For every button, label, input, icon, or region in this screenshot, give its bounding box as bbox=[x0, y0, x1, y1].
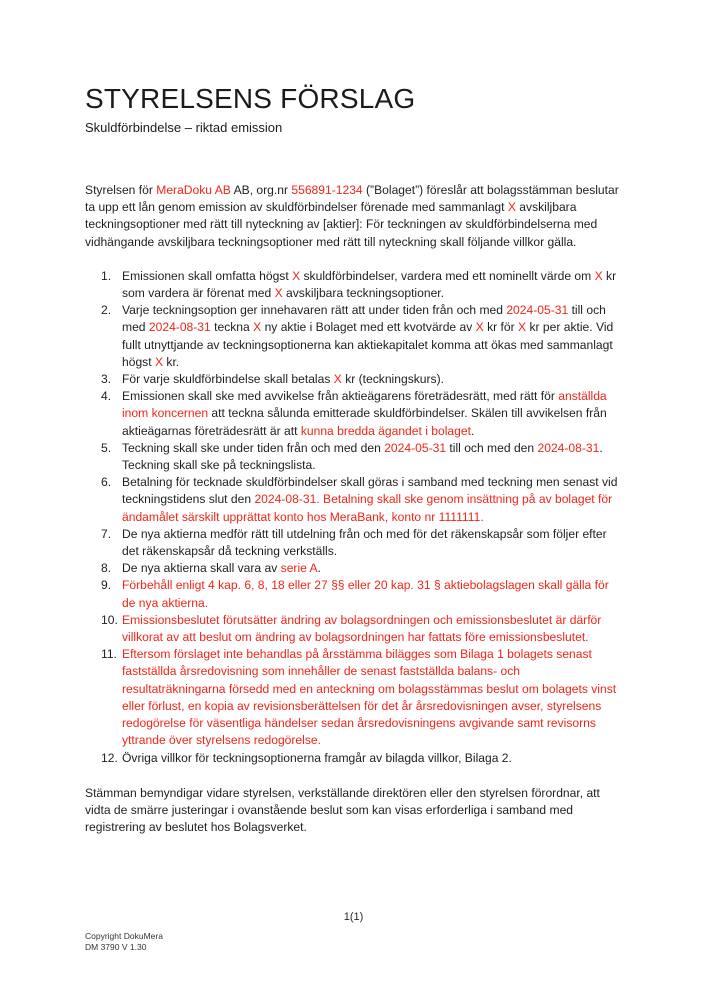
text-run: teckna bbox=[210, 320, 254, 335]
text-run: . bbox=[470, 423, 475, 438]
field-value-red: 556891-1234 bbox=[291, 183, 363, 197]
terms-list-item bbox=[85, 612, 623, 646]
document-content bbox=[85, 83, 623, 848]
field-value-red: serie A bbox=[280, 561, 318, 576]
list-item-text bbox=[122, 750, 623, 767]
field-value-red: X bbox=[333, 372, 342, 387]
terms-list-item bbox=[85, 577, 623, 611]
list-item-number: 3. bbox=[101, 372, 112, 387]
list-item-number: 12. bbox=[101, 750, 118, 765]
terms-list-item bbox=[85, 750, 623, 767]
list-item-number: 11. bbox=[101, 647, 117, 662]
list-item-text bbox=[122, 560, 623, 577]
list-item-number: 7. bbox=[101, 526, 112, 541]
terms-list-item bbox=[85, 302, 623, 371]
list-item-text bbox=[122, 388, 623, 440]
terms-list-item bbox=[85, 388, 623, 440]
text-run: De nya aktierna medför rätt till utdelning från och med för det räkenskapsår som följer efter det räkenskapsår då teckning verkställs. bbox=[122, 526, 607, 559]
field-value-red: Eftersom förslaget inte behandlas på årsstämma bilägges som Bilaga 1 bolagets senast fastställda årsredovisning som innehåller de senast fastställda balans- och resultaträkningarna försedd med en anteckning om bolagsstämmas beslut om bolagets vinst eller förlust, en kopia av revisionsberättelsen för det år årsredovisningen avser, styrelsens redogörelse för väsentliga händelser sedan årsredovisningens avgivande samt revisorns yttrande över styrelsens redogörelse. bbox=[122, 647, 617, 748]
field-value-red: X bbox=[154, 354, 164, 369]
text-run: AB, org.nr bbox=[230, 183, 292, 197]
field-value-red: anställda inom koncernen bbox=[122, 389, 607, 421]
terms-list bbox=[85, 268, 623, 767]
text-run: Emissionen skall omfatta högst bbox=[122, 268, 293, 283]
text-run: Varje teckningsoption ger innehavaren rätt att under tiden från och med bbox=[122, 303, 507, 318]
text-run: (”Bolaget”) föreslår att bolagsstämman beslutar ta upp ett lån genom emission av skuldförbindelser förenade med sammanlagt bbox=[85, 183, 619, 215]
footer-copyright-block bbox=[85, 931, 163, 953]
document-title: STYRELSENS FÖRSLAG bbox=[85, 83, 416, 114]
field-value-red: X bbox=[507, 200, 516, 215]
text-run: Teckning skall ske under tiden från och med den bbox=[122, 440, 385, 455]
list-item-number: 1. bbox=[101, 268, 112, 283]
list-item-text bbox=[122, 302, 623, 371]
list-item-number: 2. bbox=[101, 303, 112, 318]
intro-paragraph bbox=[85, 182, 623, 251]
text-run: ny aktie i Bolaget med ett kvotvärde av bbox=[261, 320, 476, 335]
copyright-line: Copyright DokuMera bbox=[85, 931, 163, 941]
field-value-red: X bbox=[292, 268, 301, 283]
list-item-number: 8. bbox=[101, 561, 112, 576]
list-item-text bbox=[122, 371, 623, 388]
field-value-red: 2024-05-31 bbox=[384, 440, 447, 455]
terms-list-item bbox=[85, 440, 623, 474]
terms-list-item bbox=[85, 268, 623, 302]
text-run: Övriga villkor för teckningsoptionerna framgår av bilagda villkor, Bilaga 2. bbox=[122, 750, 512, 765]
text-run: kr (teckningskurs). bbox=[341, 372, 444, 387]
list-item-text bbox=[122, 526, 623, 560]
field-value-red: X bbox=[518, 320, 527, 335]
list-item-number: 4. bbox=[101, 389, 112, 404]
text-run: . bbox=[317, 561, 321, 576]
field-value-red: 2024-08-31 bbox=[537, 440, 600, 455]
list-item-number: 6. bbox=[101, 475, 112, 490]
text-run: skuldförbindelser, vardera med ett nominellt värde om bbox=[300, 268, 595, 283]
text-run: kr. bbox=[163, 354, 180, 369]
list-item-number: 9. bbox=[101, 578, 112, 593]
list-item-text bbox=[122, 612, 623, 646]
field-value-red: 2024-08-31 bbox=[148, 320, 211, 335]
list-item-text bbox=[122, 268, 623, 302]
text-run: avskiljbara teckningsoptioner med rätt till nyteckning av [aktier]: För teckningen av skuldförbindelserna med vidhängande avskiljbara teckningsoptioner med rätt till nyteckning skall följande villkor gälla. bbox=[85, 200, 598, 249]
terms-list-item bbox=[85, 560, 623, 577]
text-run: att teckna sålunda emitterade skuldförbindelser. Skälen till avvikelsen från aktieägarnas företrädesrätt är att bbox=[122, 406, 607, 438]
terms-list-item bbox=[85, 646, 623, 749]
text-run: För varje skuldförbindelse skall betalas bbox=[122, 372, 334, 387]
text-run: till och med den bbox=[446, 440, 538, 455]
page-number: 1(1) bbox=[343, 911, 364, 923]
text-run: avskiljbara teckningsoptioner. bbox=[282, 286, 445, 301]
text-run: . Teckning skall ske på teckningslista. bbox=[122, 440, 603, 473]
field-value-red: MeraDoku AB bbox=[156, 183, 231, 197]
document-subtitle: Skuldförbindelse – riktad emission bbox=[85, 120, 283, 135]
list-item-number: 5. bbox=[101, 440, 112, 455]
field-value-red: kunna bredda ägandet i bolaget bbox=[300, 423, 471, 438]
field-value-red: 2024-08-31. Betalning skall ske genom insättning på av bolaget för ändamålet särskilt upprättat konto hos MeraBank, konto nr 1111111. bbox=[122, 492, 613, 524]
text-run: kr för bbox=[483, 320, 519, 335]
list-item-text bbox=[122, 577, 623, 611]
list-item-text bbox=[122, 474, 623, 526]
text-run: Stämman bemyndigar vidare styrelsen, verkställande direktören eller den styrelsen förordnar, att vidta de smärre justeringar i ovanstående beslut som kan visas erforderliga i samband med registrering av beslutet hos Bolagsverket. bbox=[85, 785, 600, 835]
text-run: Betalning för tecknade skuldförbindelser skall göras i samband med teckning men senast vid teckningstidens slut den bbox=[122, 475, 618, 507]
document-id-line: DM 3790 V 1.30 bbox=[85, 942, 147, 952]
terms-list-item bbox=[85, 371, 623, 388]
text-run: kr per aktie. Vid fullt utnyttjande av teckningsoptionerna kan aktiekapitalet komma att ökas med sammanlagt högst bbox=[122, 320, 614, 369]
terms-list-item bbox=[85, 526, 623, 560]
field-value-red: X bbox=[475, 320, 484, 335]
field-value-red: X bbox=[274, 286, 283, 301]
closing-paragraph bbox=[85, 785, 623, 837]
text-run: Emissionen skall ske med avvikelse från aktieägarens företrädesrätt, med rätt för bbox=[122, 389, 559, 404]
list-item-text bbox=[122, 440, 623, 474]
field-value-red: X bbox=[594, 268, 603, 283]
field-value-red: 2024-05-31 bbox=[506, 303, 569, 318]
field-value-red: Emissionsbeslutet förutsätter ändring av bolagsordningen och emissionsbeslutet är därför villkorat av att beslut om ändring av bolagsordningen har fattats före emissionsbeslutet. bbox=[122, 612, 602, 645]
list-item-text bbox=[122, 646, 623, 749]
terms-list-item bbox=[85, 474, 623, 526]
list-item-number: 10. bbox=[101, 612, 118, 627]
text-run: De nya aktierna skall vara av bbox=[122, 561, 281, 576]
text-run: Styrelsen för bbox=[85, 183, 157, 197]
text-run: kr som vardera är förenat med bbox=[122, 268, 617, 301]
text-run: till och med bbox=[122, 303, 606, 335]
field-value-red: X bbox=[253, 320, 262, 335]
field-value-red: Förbehåll enligt 4 kap. 6, 8, 18 eller 27 §§ eller 20 kap. 31 § aktiebolagslagen skall gälla för de nya aktierna. bbox=[122, 578, 609, 610]
